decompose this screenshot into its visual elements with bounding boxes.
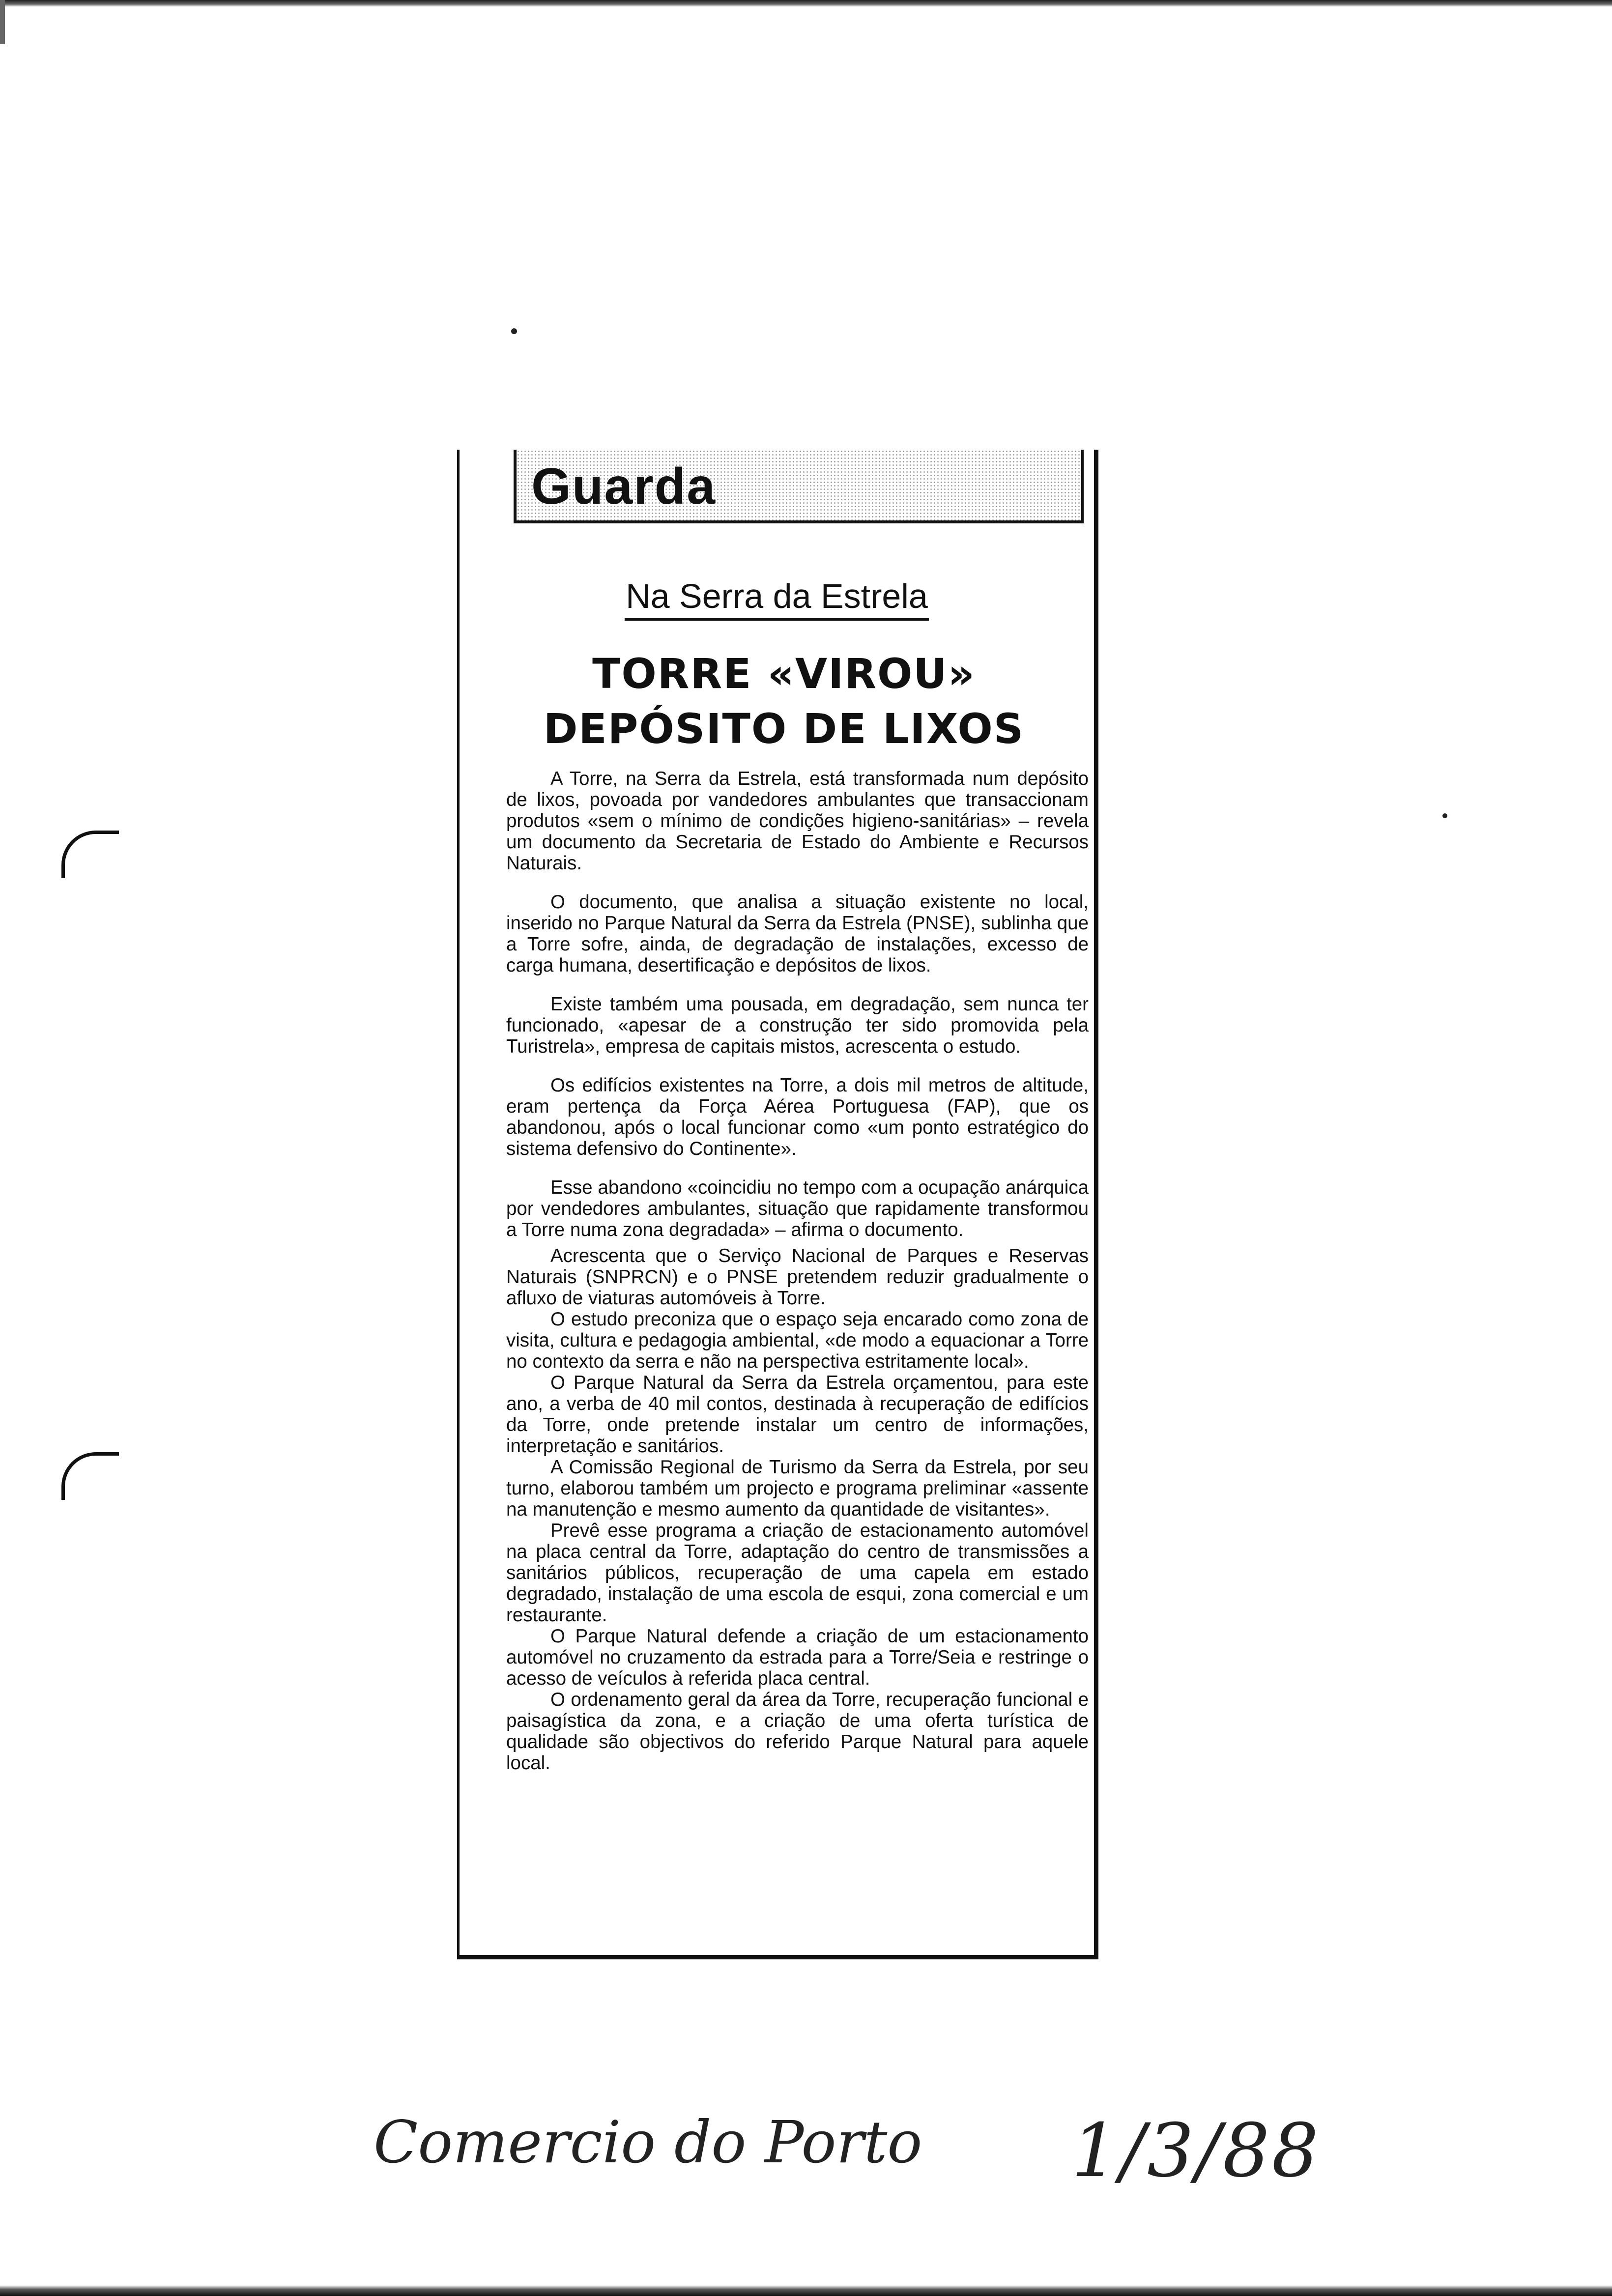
newspaper-clipping bbox=[457, 450, 1098, 1959]
paragraph: O estudo preconiza que o espaço seja encarado como zona de visita, cultura e pedagogia ambiental, «de modo a equacionar a Torre no contexto da serra e não na perspectiva estritamente local». bbox=[506, 1309, 1089, 1372]
headline-line-2: DEPÓSITO DE LIXOS bbox=[543, 705, 1025, 753]
paragraph: O ordenamento geral da área da Torre, recuperação funcional e paisagística da zona, e a criação de uma oferta turística de qualidade são objectivos do referido Parque Natural para aquele local. bbox=[506, 1689, 1089, 1774]
paragraph: Prevê esse programa a criação de estacionamento automóvel na placa central da Torre, adaptação do centro de transmissões a sanitários públicos, recuperação de uma capela em estado degradado, instalação de uma escola de esqui, zona comercial e um restaurante. bbox=[506, 1520, 1089, 1626]
punch-hole-mark bbox=[61, 831, 119, 878]
paragraph: A Comissão Regional de Turismo da Serra da Estrela, por seu turno, elaborou também um projecto e programa preliminar «assente na manutenção e mesmo aumento da quantidade de visitantes». bbox=[506, 1457, 1089, 1520]
scan-edge-bottom bbox=[0, 2285, 1612, 2296]
section-title: Guarda bbox=[531, 458, 717, 515]
article-body bbox=[506, 768, 1089, 1774]
paragraph: A Torre, na Serra da Estrela, está transformada num depósito de lixos, povoada por vandedores ambulantes que transaccionam produtos «sem o mínimo de condições higieno-sanitárias» – revela um documento da Secretaria de Estado do Ambiente e Recursos Naturais. bbox=[506, 768, 1089, 874]
paragraph: Os edifícios existentes na Torre, a dois mil metros de altitude, eram pertença da Força Aérea Portuguesa (FAP), que os abandonou, após o local funcionar como «um ponto estratégico do sistema defensivo do Continente». bbox=[506, 1075, 1089, 1159]
punch-hole-mark bbox=[61, 1452, 119, 1500]
paragraph: Existe também uma pousada, em degradação, sem nunca ter funcionado, «apesar de a construção ter sido promovida pela Turistrela», empresa de capitais mistos, acrescenta o estudo. bbox=[506, 994, 1089, 1057]
section-banner bbox=[514, 450, 1084, 523]
paragraph: O documento, que analisa a situação existente no local, inserido no Parque Natural da Serra da Estrela (PNSE), sublinha que a Torre sofre, ainda, de degradação de instalações, excesso de carga humana, desertificação e depósitos de lixos. bbox=[506, 891, 1089, 976]
handwritten-source: Comercio do Porto bbox=[374, 2108, 922, 2176]
paragraph: O Parque Natural defende a criação de um estacionamento automóvel no cruzamento da estrada para a Torre/Seia e restringe o acesso de veículos à referida placa central. bbox=[506, 1626, 1089, 1689]
scan-speck bbox=[1442, 813, 1447, 818]
scan-speck bbox=[511, 328, 517, 334]
kicker bbox=[460, 576, 1094, 616]
paragraph: Acrescenta que o Serviço Nacional de Parques e Reservas Naturais (SNPRCN) e o PNSE pretendem reduzir gradualmente o afluxo de viaturas automóveis à Torre. bbox=[506, 1245, 1089, 1309]
kicker-text: Na Serra da Estrela bbox=[625, 577, 929, 621]
paragraph: Esse abandono «coincidiu no tempo com a ocupação anárquica por vendedores ambulantes, situação que rapidamente transformou a Torre numa zona degradada» – afirma o documento. bbox=[506, 1177, 1089, 1240]
scan-edge-top bbox=[0, 0, 1612, 7]
scan-edge-left bbox=[0, 0, 5, 44]
headline bbox=[474, 646, 1094, 756]
paragraph: O Parque Natural da Serra da Estrela orçamentou, para este ano, a verba de 40 mil contos, destinada à recuperação de edifícios da Torre, onde pretende instalar um centro de informações, interpretação e sanitários. bbox=[506, 1372, 1089, 1457]
headline-line-1: TORRE «VIROU» bbox=[592, 650, 976, 698]
handwritten-date: 1/3/88 bbox=[1071, 2108, 1321, 2194]
